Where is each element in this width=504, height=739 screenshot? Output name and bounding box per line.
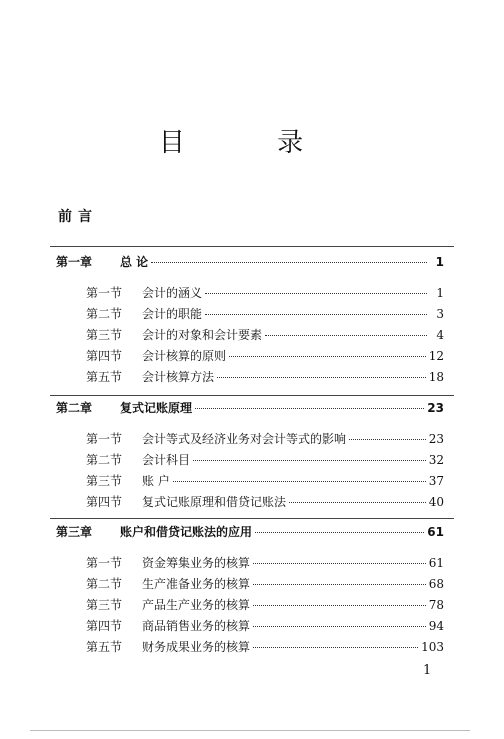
page-ref: 37 [428, 474, 444, 488]
section-title: 账 户 [142, 474, 170, 488]
dot-leader [253, 605, 426, 606]
page-ref: 4 [436, 328, 444, 342]
page-ref: 23 [427, 401, 444, 415]
section-number: 第三节 [86, 328, 123, 342]
section-number: 第一节 [86, 286, 123, 300]
page-number: 1 [423, 663, 432, 678]
dot-leader [253, 584, 426, 585]
section-number: 第四节 [86, 619, 123, 633]
dot-leader [205, 293, 427, 294]
page-ref: 12 [428, 349, 444, 363]
chapter-number: 第一章 [56, 255, 93, 269]
toc-section [86, 348, 444, 364]
toc-section [86, 618, 444, 634]
section-number: 第五节 [86, 640, 123, 654]
section-number: 第四节 [86, 495, 123, 509]
section-number: 第一节 [86, 556, 123, 570]
page-ref: 40 [428, 495, 444, 509]
toc-section [86, 327, 444, 343]
toc-section [86, 431, 444, 447]
section-number: 第二节 [86, 577, 123, 591]
chapter-number: 第三章 [56, 525, 93, 539]
divider [50, 395, 454, 396]
toc-section [86, 306, 444, 322]
toc-chapter-1 [56, 254, 444, 270]
section-number: 第三节 [86, 474, 123, 488]
toc-section [86, 369, 444, 385]
chapter-title: 账户和借贷记账法的应用 [120, 525, 253, 539]
toc-section [86, 452, 444, 468]
page-ref: 78 [428, 598, 444, 612]
page-ref: 23 [428, 432, 444, 446]
dot-leader [205, 314, 427, 315]
toc-section [86, 597, 444, 613]
chapter-title: 总 论 [120, 255, 149, 269]
section-title: 产品生产业务的核算 [142, 598, 251, 612]
page-title: 目 录 [158, 128, 346, 158]
section-title: 财务成果业务的核算 [142, 640, 251, 654]
section-title: 商品销售业务的核算 [142, 619, 251, 633]
section-title: 会计的涵义 [142, 286, 203, 300]
page-ref: 68 [428, 577, 444, 591]
divider [50, 246, 454, 247]
section-title: 会计核算方法 [142, 370, 215, 384]
preface-entry: 前言 [58, 209, 98, 225]
page-ref: 32 [428, 453, 444, 467]
scan-edge-line [30, 730, 470, 731]
section-number: 第二节 [86, 307, 123, 321]
section-title: 会计核算的原则 [142, 349, 227, 363]
page-ref: 103 [421, 640, 444, 654]
dot-leader [195, 408, 424, 409]
toc-section [86, 494, 444, 510]
dot-leader [229, 356, 426, 357]
section-number: 第三节 [86, 598, 123, 612]
dot-leader [265, 335, 427, 336]
dot-leader [253, 563, 426, 564]
section-number: 第五节 [86, 370, 123, 384]
page-ref: 1 [436, 286, 444, 300]
page-ref: 3 [436, 307, 444, 321]
toc-section [86, 473, 444, 489]
dot-leader [151, 262, 427, 263]
section-title: 会计等式及经济业务对会计等式的影响 [142, 432, 347, 446]
page-ref: 61 [428, 556, 444, 570]
chapter-title: 复式记账原理 [120, 401, 193, 415]
dot-leader [173, 481, 426, 482]
toc-section [86, 639, 444, 655]
dot-leader [193, 460, 426, 461]
dot-leader [255, 532, 424, 533]
section-title: 复式记账原理和借贷记账法 [142, 495, 287, 509]
page-ref: 1 [435, 255, 444, 269]
section-title: 会计的职能 [142, 307, 203, 321]
toc-chapter-2 [56, 400, 444, 416]
section-title: 资金筹集业务的核算 [142, 556, 251, 570]
toc-section [86, 576, 444, 592]
section-title: 会计科目 [142, 453, 191, 467]
toc-section [86, 285, 444, 301]
section-number: 第四节 [86, 349, 123, 363]
dot-leader [289, 502, 426, 503]
page-ref: 61 [427, 525, 444, 539]
chapter-number: 第二章 [56, 401, 93, 415]
dot-leader [253, 647, 418, 648]
page-ref: 18 [428, 370, 444, 384]
dot-leader [349, 439, 426, 440]
section-number: 第二节 [86, 453, 123, 467]
dot-leader [217, 377, 426, 378]
divider [50, 518, 454, 519]
toc-section [86, 555, 444, 571]
page-ref: 94 [428, 619, 444, 633]
section-number: 第一节 [86, 432, 123, 446]
dot-leader [253, 626, 426, 627]
section-title: 生产准备业务的核算 [142, 577, 251, 591]
toc-chapter-3 [56, 524, 444, 540]
section-title: 会计的对象和会计要素 [142, 328, 263, 342]
